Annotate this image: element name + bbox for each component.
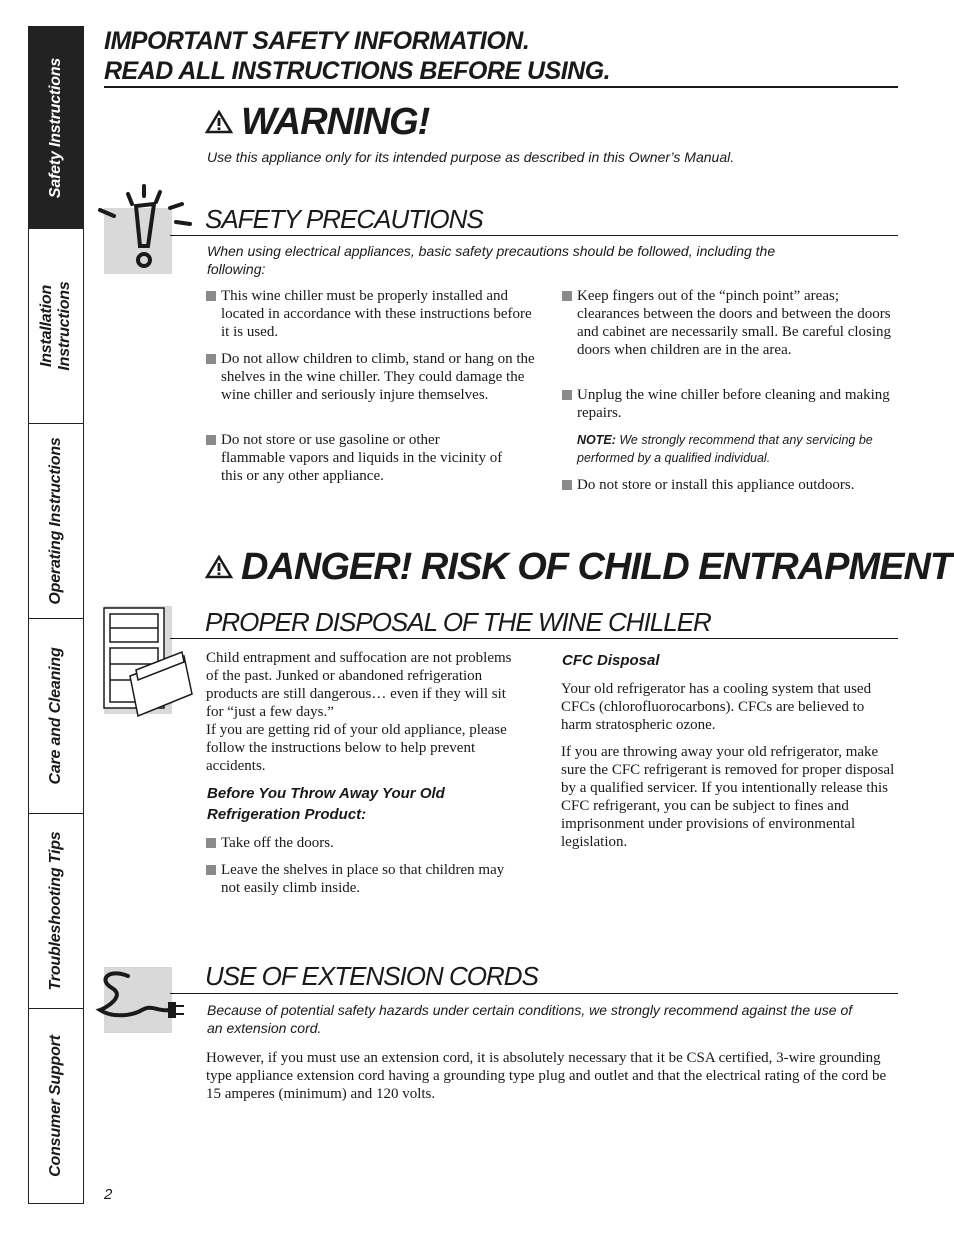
bullet-square-icon	[206, 865, 216, 875]
bullet-square-icon	[562, 390, 572, 400]
servicing-note	[577, 431, 895, 467]
extension-cords-rule	[170, 993, 898, 994]
tab-label: Installation Instructions	[38, 281, 73, 371]
tab-label: Operating Instructions	[47, 437, 64, 605]
tab-care-and-cleaning[interactable]	[28, 619, 84, 814]
list-item: This wine chiller must be properly installed and located in accordance with these instructions before it is used.	[206, 287, 538, 341]
list-item: Unplug the wine chiller before cleaning and making repairs.	[562, 386, 892, 422]
page-number: 2	[104, 1186, 113, 1203]
warning-triangle-icon	[205, 110, 233, 134]
tab-consumer-support[interactable]	[28, 1009, 84, 1204]
danger-title-text: DANGER! RISK OF CHILD ENTRAPMENT	[241, 546, 953, 588]
extension-cords-intro: Because of potential safety hazards under certain conditions, we strongly recommend against the use of an extension cord.	[207, 1002, 853, 1036]
tab-label: Safety Instructions	[47, 57, 64, 199]
safety-precautions-rule	[170, 235, 898, 236]
header-line-1: IMPORTANT SAFETY INFORMATION.	[104, 27, 530, 55]
list-item: Do not store or install this appliance outdoors.	[562, 476, 898, 494]
tab-label: Care and Cleaning	[47, 647, 64, 785]
tab-label: Consumer Support	[47, 1035, 64, 1177]
list-item: Do not store or use gasoline or other flammable vapors and liquids in the vicinity of this or any other appliance.	[206, 431, 506, 485]
bullet-square-icon	[206, 435, 216, 445]
danger-title	[205, 545, 952, 589]
safety-precautions-title: SAFETY PRECAUTIONS	[205, 204, 483, 234]
tab-safety-instructions[interactable]	[28, 26, 84, 230]
tab-troubleshooting-tips[interactable]	[28, 814, 84, 1009]
bullet-square-icon	[562, 480, 572, 490]
warning-intro: Use this appliance only for its intended purpose as described in this Owner’s Manual.	[207, 149, 735, 165]
page-header	[104, 26, 898, 86]
tab-installation-instructions[interactable]	[28, 229, 84, 424]
safety-precautions-intro: When using electrical appliances, basic safety precautions should be followed, including the following:	[207, 243, 776, 277]
disposal-subheading: Before You Throw Away Your Old Refrigeration Product:	[207, 785, 445, 823]
list-item: Take off the doors.	[206, 834, 526, 852]
bullet-square-icon	[206, 838, 216, 848]
warning-triangle-icon	[205, 555, 233, 579]
tab-label: Troubleshooting Tips	[47, 831, 64, 991]
side-tab-bar	[28, 26, 84, 1204]
bullet-square-icon	[562, 291, 572, 301]
disposal-paragraph-2: If you are getting rid of your old appliance, please follow the instructions below to help prevent accidents.	[206, 722, 507, 774]
note-label: NOTE:	[577, 433, 616, 447]
header-line-2: READ ALL INSTRUCTIONS BEFORE USING.	[104, 57, 611, 85]
cfc-disposal-heading: CFC Disposal	[562, 652, 660, 669]
exclamation-burst-icon	[92, 180, 192, 280]
list-item: Do not allow children to climb, stand or hang on the shelves in the wine chiller. They could damage the wine chiller and seriously injure themselves.	[206, 350, 538, 404]
warning-title-text: WARNING!	[241, 101, 430, 143]
list-item: Keep fingers out of the “pinch point” areas; clearances between the doors and between the doors and cabinet are necessarily small. Be careful closing doors when children are in the area.	[562, 287, 892, 359]
cfc-paragraph-2: If you are throwing away your old refrigerator, make sure the CFC refrigerant is removed for proper disposal by a qualified servicer. If you intentionally release this CFC refrigerant, you can be subject to fines and imprisonment under provisions of environmental legislation.	[561, 744, 895, 850]
warning-title	[205, 100, 429, 144]
extension-cords-title: USE OF EXTENSION CORDS	[205, 961, 538, 991]
bullet-square-icon	[206, 291, 216, 301]
bullet-square-icon	[206, 354, 216, 364]
disposal-rule	[170, 638, 898, 639]
open-refrigerator-icon	[100, 604, 200, 720]
cfc-paragraph-1: Your old refrigerator has a cooling system that used CFCs (chlorofluorocarbons). CFCs are believed to harm stratospheric ozone.	[561, 681, 872, 733]
header-rule	[104, 86, 898, 88]
disposal-paragraph-1: Child entrapment and suffocation are not problems of the past. Junked or abandoned refrigeration products are still dangerous… even if they will sit for “just a few days.”	[206, 650, 512, 720]
disposal-title: PROPER DISPOSAL OF THE WINE CHILLER	[205, 607, 711, 637]
list-item: Leave the shelves in place so that children may not easily climb inside.	[206, 861, 526, 897]
note-text: We strongly recommend that any servicing be performed by a qualified individual.	[577, 433, 873, 465]
tab-operating-instructions[interactable]	[28, 424, 84, 619]
extension-cords-paragraph: However, if you must use an extension cord, it is absolutely necessary that it be CSA certified, 3-wire grounding type appliance extension cord having a grounding type plug and outlet and that the electrical rating of the cord be 15 amperes (minimum) and 120 volts.	[206, 1050, 887, 1102]
